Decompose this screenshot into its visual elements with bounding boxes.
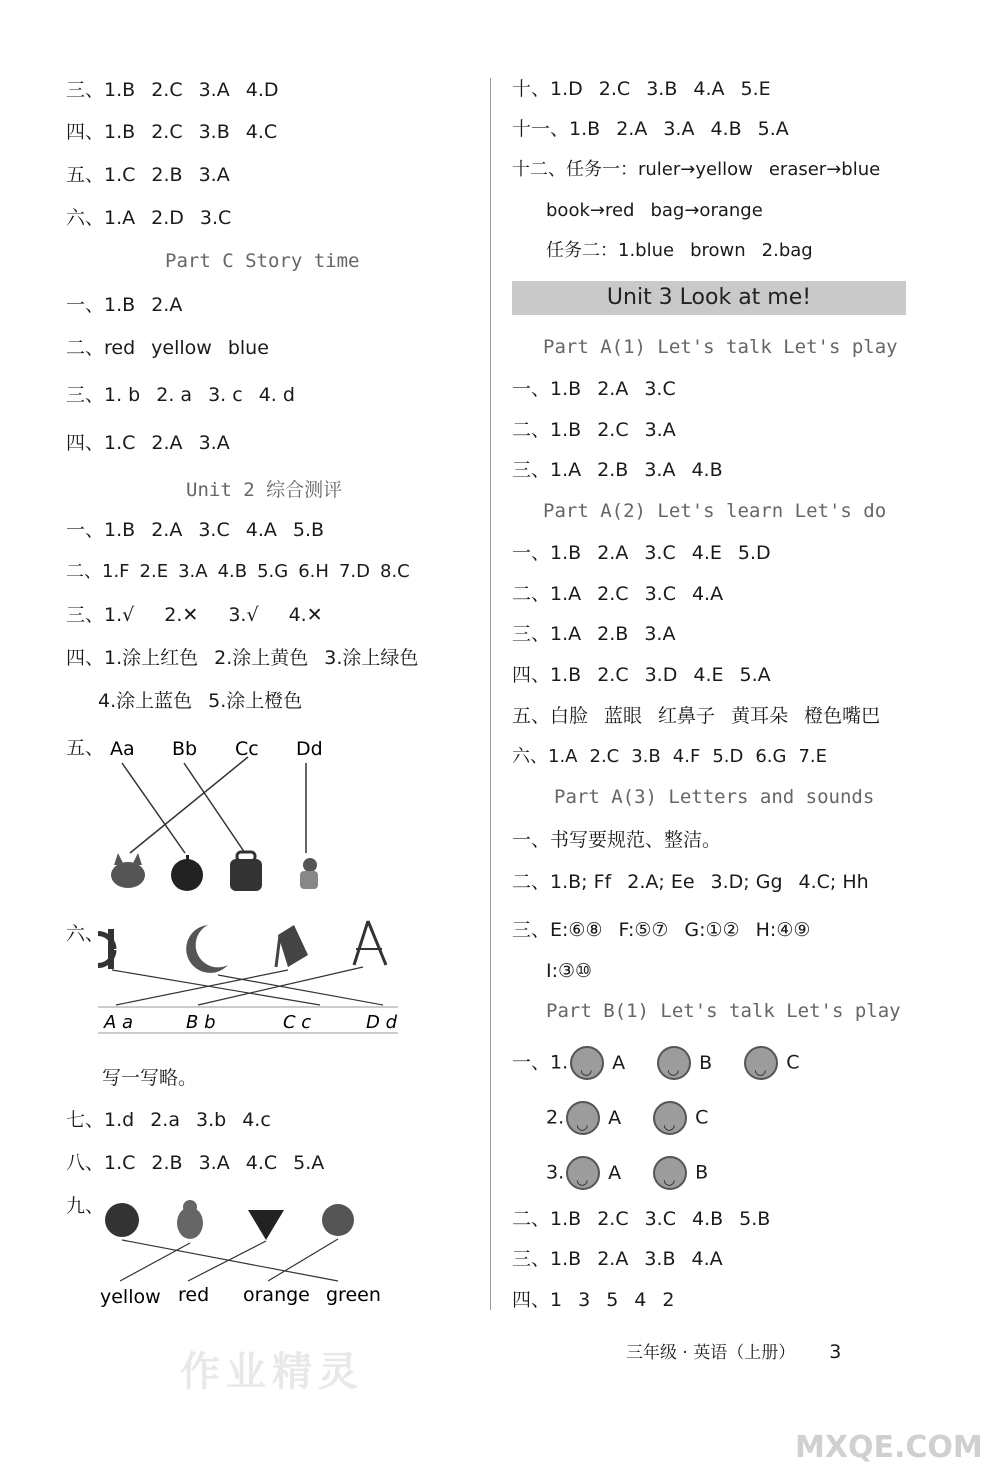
smiley-face-icon xyxy=(653,1101,687,1135)
bag-icon xyxy=(230,852,262,891)
answer-row: 六、1.A 2.D 3.C xyxy=(66,207,232,229)
answer-row: 一、1.B 2.A 3.C 4.E 5.D xyxy=(512,542,771,564)
section-title: Part A(3) Letters and sounds xyxy=(554,786,875,808)
color-word: yellow xyxy=(100,1286,161,1308)
answer-row: 三、1.A 2.B 3.A 4.B xyxy=(512,459,723,481)
letter-label: Bb xyxy=(172,738,198,760)
dog-icon xyxy=(300,858,318,889)
watermark-text: 作业精灵 xyxy=(180,1349,364,1395)
question-label: 六、 xyxy=(66,923,105,945)
answer-row: 六、1.A 2.C 3.B 4.F 5.D 6.G 7.E xyxy=(512,746,828,767)
smiley-face-icon xyxy=(653,1156,687,1190)
cat-icon xyxy=(111,853,145,888)
smiley-face-icon xyxy=(566,1101,600,1135)
answer-row: 一、书写要规范、整洁。 xyxy=(512,829,722,851)
letter-label: D d xyxy=(366,1012,398,1033)
answer-row: 十二、任务一：ruler→yellow eraser→blue xyxy=(512,159,881,180)
moon-icon xyxy=(186,925,228,973)
smiley-face-icon xyxy=(744,1046,778,1080)
answer-row: 十、1.D 2.C 3.B 4.A 5.E xyxy=(512,78,771,100)
answer-row: 三、1.B 2.A 3.B 4.A xyxy=(512,1248,723,1270)
answer-row: 任务二：1.blue brown 2.bag xyxy=(546,240,813,261)
letter-d-shape-icon xyxy=(98,929,114,969)
answer-row: 十一、1.B 2.A 3.A 4.B 5.A xyxy=(512,118,789,140)
answer-row: 二、1.B; Ff 2.A; Ee 3.D; Gg 4.C; Hh xyxy=(512,871,869,893)
smiley-face-icon xyxy=(657,1046,691,1080)
answer-row: 一、1.B 2.A 3.C 4.A 5.B xyxy=(66,519,325,541)
pear-icon xyxy=(177,1200,203,1239)
fruit-color-matching xyxy=(98,1195,398,1310)
answer-row: 二、1.B 2.C 3.C 4.B 5.B xyxy=(512,1208,771,1230)
answer-row: I:③⑩ xyxy=(546,960,593,982)
watermelon-icon xyxy=(105,1203,139,1237)
answer-row: 四、1.涂上红色 2.涂上黄色 3.涂上绿色 xyxy=(66,647,419,669)
answer-row: 4.涂上蓝色 5.涂上橙色 xyxy=(98,690,303,712)
letter-label: Dd xyxy=(296,738,323,760)
smiley-face-icon xyxy=(566,1156,600,1190)
section-title: Part A(2) Let's learn Let's do xyxy=(543,500,887,522)
letter-label: A a xyxy=(104,1012,134,1033)
answer-row: 二、red yellow blue xyxy=(66,337,269,359)
smiley-face-icon xyxy=(570,1046,604,1080)
answer-row: 二、1.F 2.E 3.A 4.B 5.G 6.H 7.D 8.C xyxy=(66,561,410,582)
answer-row: 二、1.B 2.C 3.A xyxy=(512,419,676,441)
orange-icon xyxy=(322,1204,354,1236)
watermark-url: MXQE.COM xyxy=(795,1430,983,1465)
answer-row: 一、1.B 2.A xyxy=(66,294,183,316)
apple-icon xyxy=(171,855,203,891)
letter-label: C c xyxy=(283,1012,312,1033)
answer-row: 四、1.B 2.C 3.D 4.E 5.A xyxy=(512,664,771,686)
face-row: 一、1.◡ A◡ B◡ C xyxy=(512,1046,799,1080)
answer-row: 三、1.B 2.C 3.A 4.D xyxy=(66,79,279,101)
glasses-icon xyxy=(276,925,308,967)
answer-row: 四、1.C 2.A 3.A xyxy=(66,432,230,454)
face-row: 3.◡ A◡ B xyxy=(546,1156,708,1190)
answer-row: 七、1.d 2.a 3.b 4.c xyxy=(66,1109,271,1131)
answer-row: 二、1.A 2.C 3.C 4.A xyxy=(512,583,724,605)
section-title: Part C Story time xyxy=(165,250,360,272)
strawberry-icon xyxy=(248,1210,284,1240)
answer-row: 八、1.C 2.B 3.A 4.C 5.A xyxy=(66,1152,325,1174)
answer-row: 一、1.B 2.A 3.C xyxy=(512,378,676,400)
color-word: red xyxy=(178,1284,210,1306)
letter-picture-matching xyxy=(100,735,340,895)
face-row: 2.◡ A◡ C xyxy=(546,1101,708,1135)
color-word: green xyxy=(326,1284,381,1306)
letter-label: Cc xyxy=(235,738,259,760)
color-word: orange xyxy=(243,1284,310,1306)
column-divider xyxy=(490,78,491,1310)
compass-icon xyxy=(354,921,386,965)
section-title: Part B(1) Let's talk Let's play xyxy=(546,1000,901,1022)
answer-row: 五、1.C 2.B 3.A xyxy=(66,164,230,186)
page-number: 3 xyxy=(829,1341,842,1363)
shape-letter-matching xyxy=(98,915,408,1045)
section-title: Unit 2 综合测评 xyxy=(186,479,343,501)
page-footer xyxy=(626,1338,841,1363)
letter-label: Aa xyxy=(110,738,135,760)
question-label: 五、 xyxy=(66,737,105,759)
answer-row: 四、1 3 5 4 2 xyxy=(512,1289,675,1311)
answer-row: 五、白脸 蓝眼 红鼻子 黄耳朵 橙色嘴巴 xyxy=(512,705,881,727)
answer-row: 四、1.B 2.C 3.B 4.C xyxy=(66,121,278,143)
footer-label: 三年级 · 英语（上册） xyxy=(626,1343,796,1363)
answer-row: 三、1. b 2. a 3. c 4. d xyxy=(66,384,295,406)
note-text: 写一写略。 xyxy=(102,1067,198,1089)
unit-banner: Unit 3 Look at me! xyxy=(512,281,906,315)
section-title: Part A(1) Let's talk Let's play xyxy=(543,336,898,358)
answer-row: 三、1.√ 2.✕ 3.√ 4.✕ xyxy=(66,604,323,626)
letter-label: B b xyxy=(186,1012,216,1033)
answer-row: book→red bag→orange xyxy=(546,200,763,221)
answer-row: 三、E:⑥⑧ F:⑤⑦ G:①② H:④⑨ xyxy=(512,919,811,941)
answer-row: 三、1.A 2.B 3.A xyxy=(512,623,676,645)
question-label: 九、 xyxy=(66,1195,105,1217)
